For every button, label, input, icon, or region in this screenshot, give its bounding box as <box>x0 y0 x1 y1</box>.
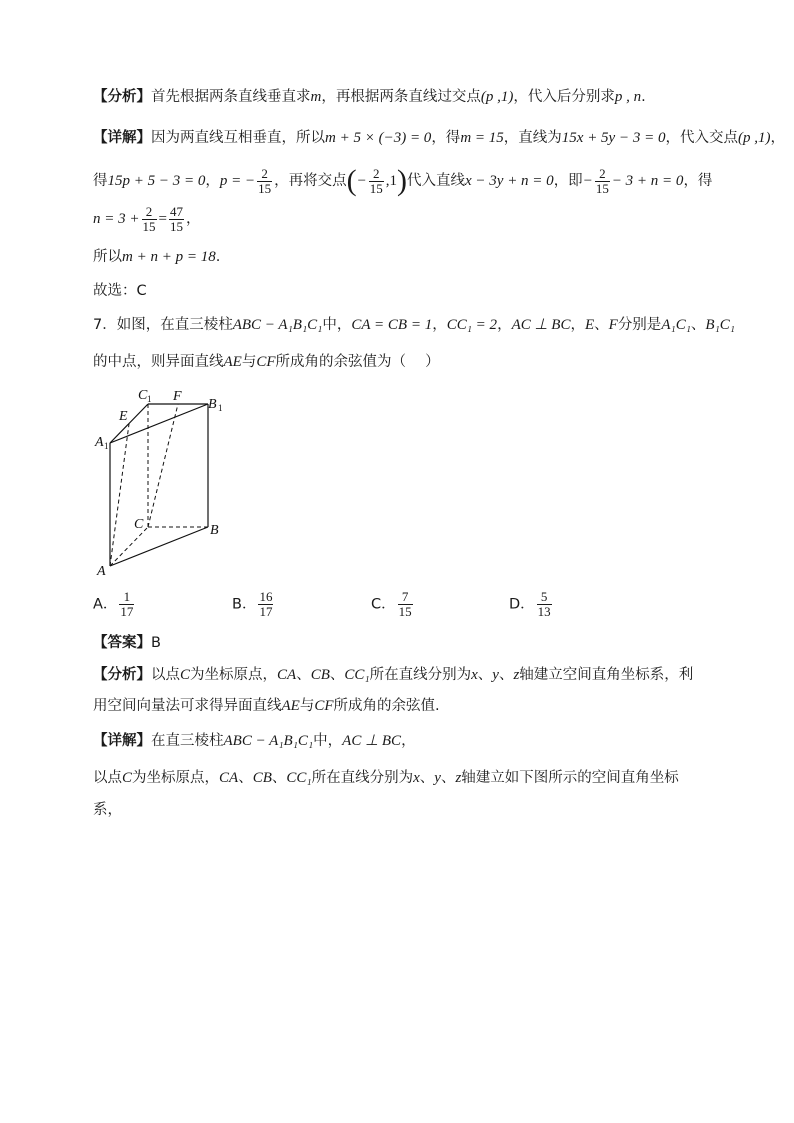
math-point: (p ,1) <box>480 89 514 105</box>
text: 所以 <box>93 249 122 265</box>
text: ，代入后分别求 <box>513 89 615 105</box>
segment-ae <box>110 424 129 566</box>
frac-den: 15 <box>398 604 412 619</box>
option-b[interactable] <box>232 590 275 619</box>
fraction <box>537 590 552 619</box>
math-seg: A₁C₁ <box>661 317 691 333</box>
text: 、 <box>690 317 706 333</box>
text: 与 <box>241 354 257 370</box>
math-var: CC₁ <box>286 770 312 786</box>
text: 、 <box>329 667 345 683</box>
math-var: E <box>584 317 595 333</box>
frac-num: 5 <box>537 590 552 605</box>
frac-den: 15 <box>369 180 383 196</box>
math-var: x <box>471 667 478 683</box>
math-eq: x − 3y + n = 0 <box>465 173 554 189</box>
math-eq: CA = CB = 1 <box>351 317 433 333</box>
math-point: (p ,1) <box>737 130 771 146</box>
option-a[interactable] <box>93 590 136 619</box>
detail-line-4 <box>93 247 220 267</box>
math-eq: m + n + p = 18 <box>122 249 216 265</box>
label-c1-sub: 1 <box>147 394 152 404</box>
frac-den: 17 <box>259 604 273 619</box>
text: ， <box>432 317 447 333</box>
label-a1-sub: 1 <box>104 441 109 451</box>
text: 以点 <box>93 770 122 786</box>
text: ，再将交点 <box>274 173 347 189</box>
text: ，即 <box>553 173 583 189</box>
text: ，得 <box>683 173 713 189</box>
text: ， <box>570 317 585 333</box>
label-f: F <box>173 389 182 404</box>
text: ，得 <box>431 130 461 146</box>
frac-num: 1 <box>119 590 134 605</box>
text: 7．如图，在直三棱柱 <box>93 317 233 333</box>
text: ， <box>770 130 785 146</box>
fraction <box>257 167 272 196</box>
math-var: x <box>413 770 420 786</box>
text: 、 <box>440 770 456 786</box>
label-b: B <box>210 523 219 538</box>
math-var: CB <box>252 770 272 786</box>
answer-tag: 【答案】 <box>93 635 151 651</box>
text: 、 <box>498 667 514 683</box>
answer-value: B <box>151 635 161 651</box>
analysis-paragraph-1 <box>93 87 646 107</box>
text: ， <box>497 317 512 333</box>
text: 所在直线分别为 <box>369 667 472 683</box>
math-var: CF <box>314 698 334 714</box>
math-var: CA <box>219 770 239 786</box>
text: 以点 <box>151 667 180 683</box>
frac-num: 2 <box>595 167 610 182</box>
text: 因为两直线互相垂直，所以 <box>151 130 325 146</box>
frac-num: 2 <box>369 167 384 182</box>
math-eq: p = − <box>219 173 256 189</box>
math-eq: m = 15 <box>460 130 504 146</box>
math-eq: = <box>158 211 167 227</box>
option-letter: B． <box>232 596 257 613</box>
math-eq: AC ⊥ BC <box>511 317 571 333</box>
math-var: F <box>608 317 618 333</box>
label-c: C <box>134 517 144 532</box>
text: ，直线为 <box>503 130 562 146</box>
label-b1-sub: 1 <box>218 403 223 413</box>
text: 、 <box>477 667 493 683</box>
fraction <box>595 167 610 196</box>
detail-tag: 【详解】 <box>93 130 151 146</box>
text: 、 <box>271 770 287 786</box>
math-eq: n = 3 + <box>93 211 140 227</box>
math-text: ,1 <box>385 173 397 189</box>
option-letter: C． <box>371 596 396 613</box>
detail-line-1 <box>93 128 785 148</box>
text: 在直三棱柱 <box>151 733 224 749</box>
math-prism: ABC − A₁B₁C₁ <box>223 733 314 749</box>
text: ，代入交点 <box>665 130 738 146</box>
frac-den: 15 <box>258 180 272 196</box>
text: 的中点，则异面直线 <box>93 354 224 370</box>
text: 首先根据两条直线垂直求 <box>151 89 311 105</box>
text: 代入直线 <box>407 173 465 189</box>
edge-ac <box>110 527 148 566</box>
edge-ab <box>110 527 208 566</box>
question-7-line-2 <box>93 352 440 372</box>
frac-den: 13 <box>537 604 551 619</box>
label-b1: B <box>208 397 217 412</box>
analysis-tag: 【分析】 <box>93 667 151 683</box>
math-var: z <box>455 770 462 786</box>
label-a1: A <box>95 435 104 450</box>
option-c[interactable] <box>371 590 415 619</box>
frac-den: 15 <box>142 218 156 234</box>
math-var: C <box>122 770 133 786</box>
math-pn: p , n <box>614 89 642 105</box>
text: 得 <box>93 173 108 189</box>
math-var: C <box>180 667 191 683</box>
text: 轴建立如下图所示的空间直角坐标 <box>461 770 679 786</box>
text: 与 <box>299 698 315 714</box>
text: 、 <box>296 667 311 683</box>
math-eq: AC ⊥ BC <box>342 733 402 749</box>
frac-den: 15 <box>169 218 183 234</box>
text: ， <box>185 211 201 227</box>
math-m: m <box>310 89 322 105</box>
math-var: CC₁ <box>344 667 370 683</box>
fraction <box>398 590 413 619</box>
math-eq: 15p + 5 − 3 = 0 <box>107 173 206 189</box>
analysis-paragraph-2-line-2 <box>93 696 440 716</box>
text: ， <box>205 173 220 189</box>
fraction <box>258 590 273 619</box>
text: 中， <box>322 317 352 333</box>
math-seg: B₁C₁ <box>705 317 736 333</box>
analysis-paragraph-2-line-1 <box>93 665 693 685</box>
frac-den: 15 <box>595 180 609 196</box>
text: 中， <box>313 733 343 749</box>
text: 、 <box>419 770 435 786</box>
math-prism: ABC − A₁B₁C₁ <box>232 317 323 333</box>
text: ，再根据两条直线过交点 <box>321 89 481 105</box>
answer-line <box>93 633 161 653</box>
detail-tag: 【详解】 <box>93 733 151 749</box>
math-eq: 15x + 5y − 3 = 0 <box>561 130 666 146</box>
text: 所成角的余弦值. <box>333 698 440 714</box>
math-var: y <box>492 667 499 683</box>
frac-num: 7 <box>398 590 413 605</box>
text: 所成角的余弦值为（ ） <box>275 354 440 370</box>
text: 、 <box>594 317 609 333</box>
math-var: AE <box>281 698 300 714</box>
math-var: AE <box>223 354 242 370</box>
label-a: A <box>97 564 106 579</box>
text: 分别是 <box>617 317 662 333</box>
fraction <box>142 205 157 234</box>
text: 所在直线分别为 <box>311 770 414 786</box>
fraction <box>169 205 184 234</box>
label-c1: C <box>138 388 148 403</box>
text: ， <box>401 733 416 749</box>
detail-line-6 <box>93 768 679 788</box>
label-e: E <box>119 409 128 424</box>
text: 、 <box>238 770 253 786</box>
math-var: CB <box>310 667 330 683</box>
math-eq: − 3 + n = 0 <box>611 173 684 189</box>
text: 为坐标原点， <box>132 770 220 786</box>
question-7-line-1 <box>93 315 735 335</box>
math-var: z <box>513 667 520 683</box>
option-d[interactable] <box>509 590 554 619</box>
frac-num: 2 <box>257 167 272 182</box>
choice-line: 故选：C <box>93 283 147 299</box>
analysis-tag: 【分析】 <box>93 89 151 105</box>
fraction <box>119 590 134 619</box>
text: . <box>641 89 646 105</box>
math-var: CA <box>277 667 297 683</box>
detail-line-7: 系， <box>93 802 122 818</box>
frac-num: 47 <box>169 203 183 219</box>
prism-figure <box>93 384 233 580</box>
detail-line-3 <box>93 204 200 234</box>
math-eq: m + 5 × (−3) = 0 <box>325 130 432 146</box>
frac-num: 16 <box>259 589 273 604</box>
detail-line-2: 得15p + 5 − 3 = 0，p = − $\frac{2}{15}$ ，再将交点(− $\frac{2}{15}$ ,1)代入直线x − 3y + n = 0，即− $\frac{2}{15}$ − 3 + n = 0，得 <box>93 164 713 197</box>
frac-den: 17 <box>120 604 134 619</box>
math-var: y <box>434 770 441 786</box>
option-letter: D． <box>509 596 535 613</box>
edge-a1c1 <box>110 404 148 443</box>
math-eq: CC₁ = 2 <box>446 317 498 333</box>
paren-right: ) <box>397 164 407 197</box>
text: 用空间向量法可求得异面直线 <box>93 698 282 714</box>
text: . <box>215 249 221 265</box>
math-var: CF <box>256 354 276 370</box>
option-letter: A． <box>93 596 118 613</box>
paren-left: ( <box>346 164 357 197</box>
text: 轴建立空间直角坐标系，利 <box>519 667 694 683</box>
frac-num: 2 <box>142 205 157 220</box>
detail-line-5 <box>93 731 416 751</box>
text: 为坐标原点， <box>190 667 278 683</box>
math-eq: − <box>582 173 593 189</box>
fraction <box>369 167 384 196</box>
